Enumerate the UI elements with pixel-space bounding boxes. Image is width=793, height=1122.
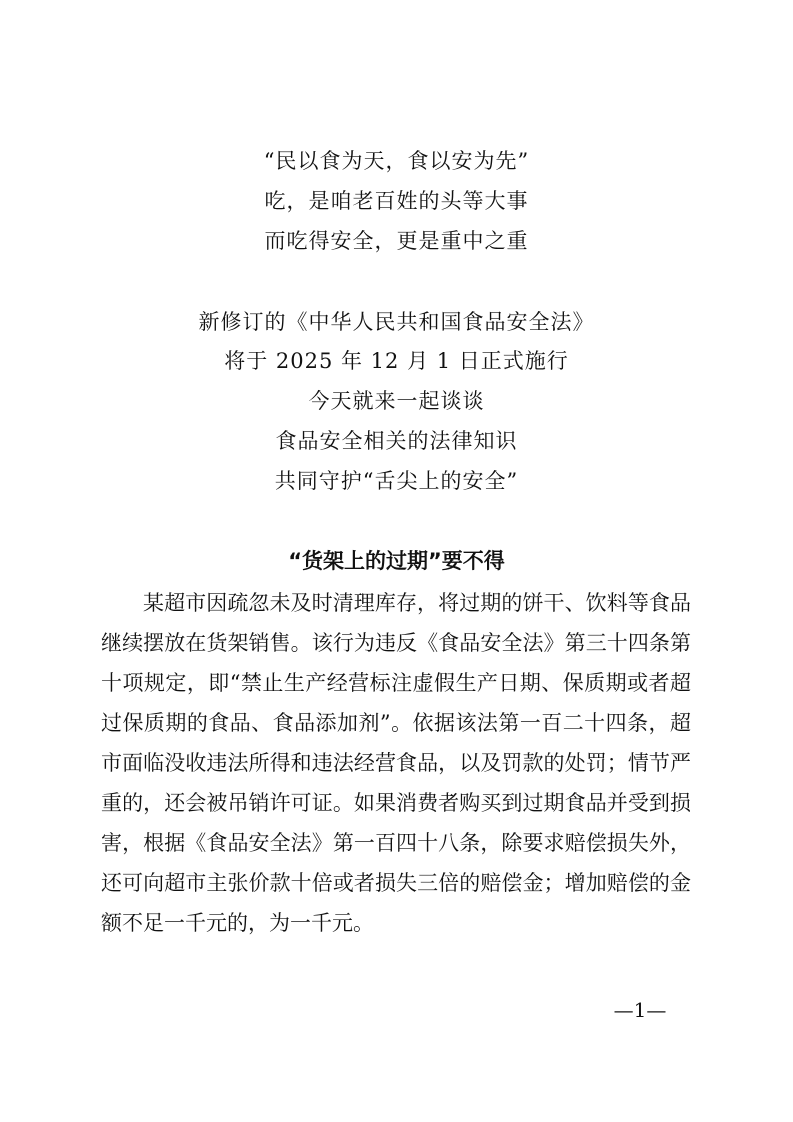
announcement-line-3: 今天就来一起谈谈 xyxy=(308,389,485,413)
intro-line-1: “民以食为天，食以安为先” xyxy=(263,149,530,173)
announcement-line-5: 共同守护“舌尖上的安全” xyxy=(274,469,519,493)
announcement-line-4: 食品安全相关的法律知识 xyxy=(275,429,518,453)
paragraph-line-9: 额不足一千元的，为一千元。 xyxy=(101,911,374,935)
paragraph-line-8: 还可向超市主张价款十倍或者损失三倍的赔偿金；增加赔偿的金 xyxy=(101,871,691,895)
intro-line-3: 而吃得安全，更是重中之重 xyxy=(264,229,529,253)
section-heading: “货架上的过期”要不得 xyxy=(288,549,505,573)
paragraph-line-1: 某超市因疏忽未及时清理库存，将过期的饼干、饮料等食品 xyxy=(143,591,691,615)
paragraph-line-3: 十项规定，即“禁止生产经营标注虚假生产日期、保质期或者超 xyxy=(101,671,691,695)
paragraph-line-5: 市面临没收违法所得和违法经营食品，以及罚款的处罚；情节严 xyxy=(101,751,691,775)
intro-line-2: 吃，是咱老百姓的头等大事 xyxy=(264,189,529,213)
paragraph-line-2: 继续摆放在货架销售。该行为违反《食品安全法》第三十四条第 xyxy=(101,631,691,655)
paragraph-line-7: 害，根据《食品安全法》第一百四十八条，除要求赔偿损失外， xyxy=(101,831,691,855)
page-number: —1— xyxy=(613,998,667,1022)
announcement-line-2: 将于 2025 年 12 月 1 日正式施行 xyxy=(224,349,569,373)
paragraph-line-4: 过保质期的食品、食品添加剂”。依据该法第一百二十四条，超 xyxy=(101,711,691,735)
paragraph-line-6: 重的，还会被吊销许可证。如果消费者购买到过期食品并受到损 xyxy=(101,791,691,815)
announcement-line-1: 新修订的《中华人民共和国食品安全法》 xyxy=(198,310,595,334)
